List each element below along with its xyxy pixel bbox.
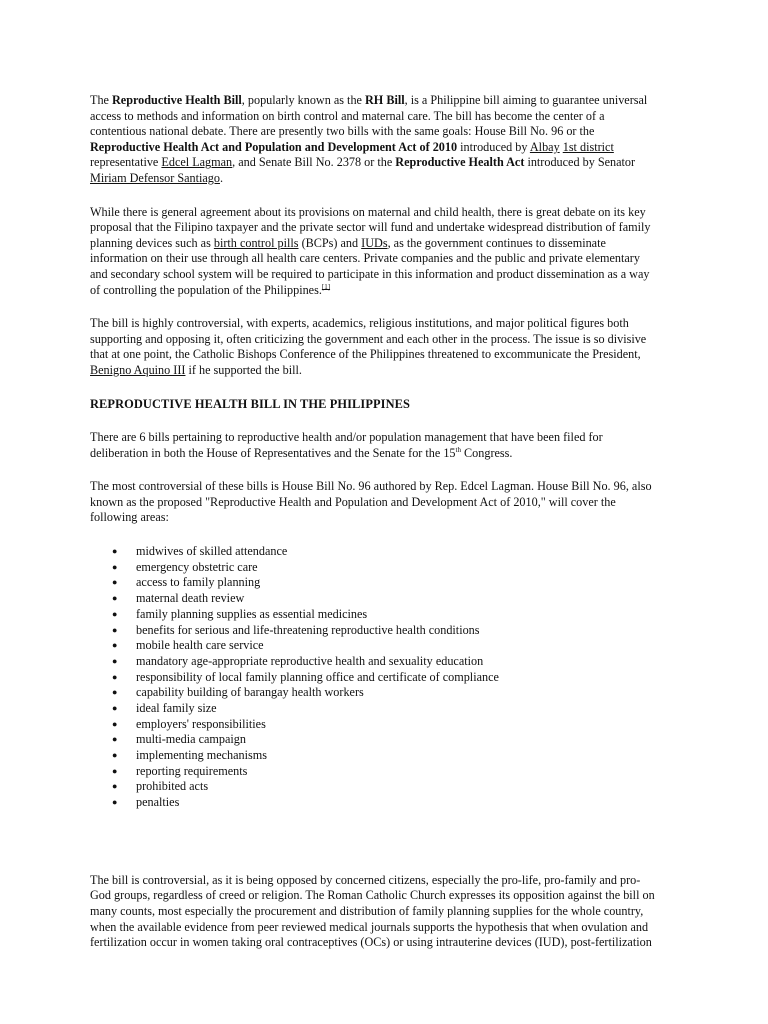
list-item bbox=[112, 544, 658, 560]
text: introduced by bbox=[457, 139, 530, 154]
list-item-text: mobile health care service bbox=[136, 638, 264, 653]
link-edcel-lagman[interactable]: Edcel Lagman bbox=[161, 155, 233, 170]
list-item-text: capability building of barangay health workers bbox=[136, 685, 364, 700]
list-item-text: prohibited acts bbox=[136, 779, 209, 794]
debate-paragraph bbox=[90, 205, 658, 299]
opposition-paragraph: The bill is controversial, as it is being opposed by concerned citizens, especially the pro-life, pro-family and pro-God groups, regardless of creed or religion. The Roman Catholic Church expresses its opposition against the bill on many counts, most especially the procurement and distribution of family planning supplies for the whole country, when the available evidence from peer reviewed medical journals supports the hypothesis that when ovulation and fertilization occur in women taking oral contraceptives (OCs) or using intrauterine devices (IUD), post-fertilization bbox=[90, 872, 655, 950]
list-item-text: multi-media campaign bbox=[136, 732, 246, 747]
list-item bbox=[112, 732, 658, 748]
bullet-icon: ● bbox=[112, 546, 118, 557]
link-iuds[interactable]: IUDs bbox=[361, 235, 388, 250]
link-albay[interactable]: Albay bbox=[529, 139, 560, 154]
section-heading: REPRODUCTIVE HEALTH BILL IN THE PHILIPPINES bbox=[90, 396, 410, 411]
bullet-icon: ● bbox=[112, 624, 118, 635]
footnote-reference-link[interactable]: [1] bbox=[321, 282, 331, 291]
text: While there is general agreement about its provisions on maternal and child health, there is great debate on its key proposal that the Filipino taxpayer and the private sector will fund and undertake widespread distribution of family planning devices such as bbox=[90, 204, 651, 250]
list-item bbox=[112, 623, 658, 639]
text: The bbox=[90, 93, 112, 107]
text: There are 6 bills pertaining to reproductive health and/or population management that have been filed for deliberation in both the House of Representatives and the Senate for the 15 bbox=[90, 430, 603, 460]
ordinal-superscript: th bbox=[455, 445, 461, 454]
list-item bbox=[112, 701, 658, 717]
list-item bbox=[112, 591, 658, 607]
bullet-icon: ● bbox=[112, 655, 118, 666]
bold-term-reproductive-health-bill: Reproductive Health Bill bbox=[112, 93, 242, 107]
list-item-text: emergency obstetric care bbox=[136, 559, 258, 574]
bullet-icon: ● bbox=[112, 671, 118, 682]
text: if he supported the bill. bbox=[185, 362, 302, 377]
controversy-paragraph bbox=[90, 316, 658, 378]
list-item bbox=[112, 779, 658, 795]
list-item-text: mandatory age-appropriate reproductive health and sexuality education bbox=[136, 653, 484, 668]
list-item-text: implementing mechanisms bbox=[136, 748, 267, 762]
list-item-text: family planning supplies as essential medicines bbox=[136, 606, 368, 621]
intro-paragraph bbox=[90, 93, 658, 187]
bullet-icon: ● bbox=[112, 750, 118, 760]
bullet-icon: ● bbox=[112, 640, 118, 651]
list-item bbox=[112, 717, 658, 733]
list-item bbox=[112, 607, 658, 623]
bullet-icon: ● bbox=[112, 718, 118, 729]
list-item bbox=[112, 670, 658, 686]
bullet-icon: ● bbox=[112, 765, 118, 776]
bold-term-rh-bill: RH Bill bbox=[365, 93, 405, 107]
list-item-text: access to family planning bbox=[136, 575, 261, 590]
coverage-areas-list bbox=[90, 544, 658, 811]
list-item-text: penalties bbox=[136, 795, 180, 810]
text: , and Senate Bill No. 2378 or the bbox=[232, 155, 396, 170]
list-item bbox=[112, 685, 658, 701]
bullet-icon: ● bbox=[112, 561, 118, 572]
link-miriam-defensor-santiago[interactable]: Miriam Defensor Santiago bbox=[90, 170, 220, 185]
text: (BCPs) and bbox=[298, 235, 362, 250]
bullet-icon: ● bbox=[112, 593, 118, 604]
text: , popularly known as the bbox=[241, 93, 365, 107]
list-item bbox=[112, 748, 658, 764]
bullet-icon: ● bbox=[112, 797, 118, 808]
bullet-icon: ● bbox=[112, 702, 118, 713]
list-item-text: reporting requirements bbox=[136, 763, 248, 778]
text: representative bbox=[90, 155, 162, 170]
text: The bill is highly controversial, with experts, academics, religious institutions, and major political figures both supporting and opposing it, often criticizing the government and each other in the process. The issue is so divisive that at one point, the Catholic Bishops Conference of the Philippines threatened to excommunicate the President, bbox=[90, 316, 647, 362]
bullet-icon: ● bbox=[112, 577, 118, 588]
bold-term-act-2010: Reproductive Health Act and Population and Development Act of 2010 bbox=[90, 139, 458, 154]
link-birth-control-pills[interactable]: birth control pills bbox=[213, 235, 299, 250]
list-item bbox=[112, 560, 658, 576]
bullet-icon: ● bbox=[112, 608, 118, 619]
list-item bbox=[112, 795, 658, 811]
list-item bbox=[112, 575, 658, 591]
bullet-icon: ● bbox=[112, 781, 118, 792]
text: . bbox=[219, 170, 224, 185]
bills-count-paragraph bbox=[90, 430, 658, 461]
bullet-icon: ● bbox=[112, 687, 118, 698]
text: introduced by Senator bbox=[524, 155, 636, 170]
house-bill-paragraph: The most controversial of these bills is House Bill No. 96 authored by Rep. Edcel Lagman. House Bill No. 96, also known as the proposed "Reproductive Health and Population and Development Act of 2010," will cover the following areas: bbox=[90, 479, 652, 525]
list-item-text: employers' responsibilities bbox=[136, 716, 266, 731]
bold-term-reproductive-health-act: Reproductive Health Act bbox=[395, 155, 525, 170]
bullet-icon: ● bbox=[112, 734, 118, 745]
text: , as the government continues to disseminate information on their use through all health care centers. Private companies and the public and private elementary and secondary school system will be required to participate in this information and product dissemination as a way of controlling the population of the Philippines. bbox=[90, 235, 650, 297]
text: Congress. bbox=[460, 445, 513, 460]
link-1st-district[interactable]: 1st district bbox=[562, 139, 614, 154]
list-item bbox=[112, 654, 658, 670]
list-item-text: ideal family size bbox=[136, 700, 217, 715]
list-item-text: responsibility of local family planning office and certificate of compliance bbox=[136, 669, 499, 684]
list-item bbox=[112, 764, 658, 780]
list-item-text: benefits for serious and life-threatening reproductive health conditions bbox=[136, 622, 480, 637]
list-item-text: maternal death review bbox=[136, 591, 245, 606]
list-item-text: midwives of skilled attendance bbox=[136, 544, 288, 559]
text: , is a Philippine bill aiming to guarantee universal access to methods and information on birth control and maternal care. The bill has become the center of a contentious national debate. There are presently two bills with the same goals: House Bill No. 96 or the bbox=[90, 93, 648, 139]
list-item bbox=[112, 638, 658, 654]
link-benigno-aquino-iii[interactable]: Benigno Aquino III bbox=[90, 362, 186, 377]
